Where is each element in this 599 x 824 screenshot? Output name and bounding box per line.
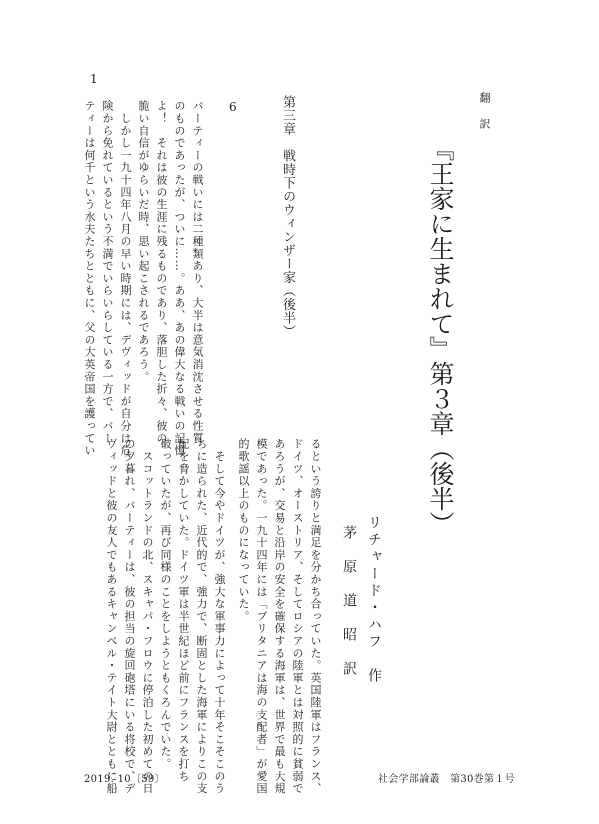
lower-column: の夕暮れ、バーティーは、彼の担当の旋回砲塔にいる将校で、デ <box>123 438 136 795</box>
section-label: 翻 訳 <box>478 92 491 131</box>
upper-column: 険から免れているという不満でいらいらしている一方で、バー <box>101 100 114 445</box>
upper-column: 脆い自信がゆらいだ時、思い起こされるであろう。 <box>137 100 150 383</box>
article-title: 『王家に生まれて』第３章（後半） <box>426 136 455 536</box>
section-number: 6 <box>229 100 237 114</box>
footer-date-page: 2019. 10〔59〕 <box>84 774 165 785</box>
lower-column: 的歌謡以上のものになっていた。 <box>237 438 250 623</box>
lower-column: スコットランドの北、スキャパ・フロウに停泊した初めての日 <box>141 438 154 795</box>
lower-column: 模であった。一九十四年には「ブリタニアは海の支配者」が愛国 <box>255 438 268 795</box>
upper-column: しかし一九十四年八月の早い時期には、デヴィッドが自分は危 <box>119 100 132 457</box>
note-number: 1 <box>90 72 98 86</box>
lower-column: 配を脅かしていた。ドイツ軍は半世紀ほど前にフランスを打ち <box>177 438 190 783</box>
lower-column: そして今やドイツが、強大な軍事力によって十年そこそこのう <box>213 438 226 795</box>
upper-column: バーティーの戦いには二種類あり、大半は意気消沈させる性質 <box>191 100 204 445</box>
lower-column: ドイツ、オーストリア、そしてロシアの陸軍とは対照的に貧弱で <box>291 438 304 795</box>
upper-column: ティーは何千という水夫たちとともに、父の大英帝国を護ってい <box>83 100 96 457</box>
translator-line: 茅 原 道 昭 訳 <box>341 525 357 678</box>
lower-column: るという誇りと満足を分かち合っていた。英国陸軍はフランス、 <box>309 438 322 795</box>
upper-column: よ！ それは彼の生涯に残るものであり、落胆した折々、彼の <box>155 100 168 445</box>
chapter-heading: 第三章 戦時下のウィンザー家（後半） <box>280 95 295 338</box>
lower-column: 破っていたが、再び同様のことをしようともくろんでいた。 <box>159 438 172 771</box>
upper-column: のものであったが、ついに……。ああ、あの偉大なる戦いの記憶 <box>173 100 186 457</box>
footer-journal: 社会学部論叢 第30巻第１号 <box>378 774 515 785</box>
lower-column: ヴィッドと彼の友人でもあるキャンベル・テイト大尉とともに船 <box>105 438 118 795</box>
lower-column: ちに造られた、近代的で、強力で、断固とした海軍によりこの支 <box>195 438 208 795</box>
author-line: リチャード・ハフ 作 <box>366 515 382 685</box>
lower-column: あろうが、交易と沿岸の安全を確保する海軍は、世界で最も大規 <box>273 438 286 795</box>
